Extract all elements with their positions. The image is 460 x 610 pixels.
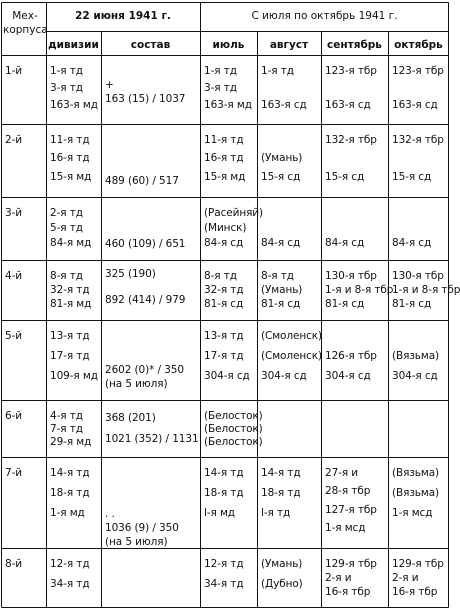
cell-august: 14-я тд — [261, 467, 301, 479]
cell-july: 13-я тд — [204, 330, 244, 342]
cell-july: (Белосток) — [204, 436, 263, 448]
cell-august: l-я тд — [261, 507, 291, 519]
cell-october: (Вязьма) — [392, 467, 440, 479]
cell-divisions: 1-я мд — [50, 507, 85, 519]
cell-september: 81-я сд — [325, 298, 365, 310]
cell-composition: 489 (60) / 517 — [105, 175, 179, 187]
cell-september: 27-я и — [325, 467, 359, 479]
cell-july: 17-я тд — [204, 350, 244, 362]
cell-september: 163-я сд — [325, 99, 371, 111]
cell-divisions: 84-я мд — [50, 237, 92, 249]
cell-divisions: 18-я тд — [50, 487, 90, 499]
cell-august: (Умань) — [261, 558, 303, 570]
column-header: сентябрь — [327, 39, 382, 51]
cell-september: 127-я тбр — [325, 503, 377, 516]
cell-august: 163-я сд — [261, 99, 307, 111]
corps-number: 2-й — [5, 134, 22, 146]
header-corps: Мех- — [12, 10, 38, 22]
cell-divisions: 12-я тд — [50, 558, 90, 570]
cell-july: 84-я сд — [204, 237, 244, 249]
cell-composition: . . — [105, 508, 115, 520]
corps-number: 5-й — [5, 330, 22, 342]
cell-july: 12-я тд — [204, 558, 244, 570]
cell-august: 304-я сд — [261, 370, 307, 382]
column-header: дивизии — [48, 39, 99, 51]
cell-october: 16-я тбр — [392, 586, 438, 598]
cell-composition: (на 5 июля) — [105, 536, 168, 548]
cell-july: 15-я мд — [204, 170, 246, 183]
column-header: состав — [130, 39, 171, 51]
cell-september: 84-я сд — [325, 237, 365, 249]
cell-august: 81-я сд — [261, 298, 301, 310]
header-corps: корпуса — [3, 24, 48, 36]
cell-august: (Смоленск) — [261, 350, 323, 362]
cell-divisions: 1-я тд — [50, 65, 83, 77]
corps-number: 7-й — [5, 467, 22, 479]
cell-july: 11-я тд — [204, 134, 244, 146]
cell-divisions: 11-я тд — [50, 134, 90, 146]
cell-july: 81-я сд — [204, 298, 244, 310]
cell-divisions: 109-я мд — [50, 370, 98, 382]
cell-composition: 460 (109) / 651 — [105, 238, 186, 250]
cell-july: 3-я тд — [204, 82, 237, 94]
cell-composition: 2602 (0)* / 350 — [105, 364, 184, 376]
cell-divisions: 14-я тд — [50, 467, 90, 479]
cell-divisions: 81-я мд — [50, 298, 92, 310]
cell-october: 81-я сд — [392, 298, 432, 310]
cell-october: 163-я сд — [392, 99, 438, 111]
cell-divisions: 7-я тд — [50, 423, 83, 435]
cell-october: 2-я и — [392, 572, 419, 584]
cell-august: 8-я тд — [261, 270, 294, 282]
cell-divisions: 16-я тд — [50, 152, 90, 165]
cell-october: 84-я сд — [392, 237, 432, 249]
cell-october: 304-я сд — [392, 370, 438, 382]
corps-number: 3-й — [5, 207, 22, 219]
cell-july: 14-я тд — [204, 467, 244, 479]
cell-divisions: 4-я тд — [50, 410, 83, 422]
cell-july: 163-я мд — [204, 99, 252, 111]
cell-august: (Дубно) — [261, 578, 303, 590]
cell-composition: 368 (201) — [105, 412, 156, 424]
corps-number: 8-й — [5, 558, 22, 570]
cell-september: 1-я и 8-я тбр — [325, 284, 394, 296]
cell-august: 84-я сд — [261, 237, 301, 249]
cell-september: 129-я тбр — [325, 558, 377, 570]
cell-july: 18-я тд — [204, 487, 244, 499]
cell-september: 123-я тбр — [325, 65, 377, 77]
corps-number: 1-й — [5, 65, 22, 77]
cell-july: (Белосток) — [204, 410, 263, 422]
cell-divisions: 34-я тд — [50, 578, 90, 590]
cell-divisions: 5-я тд — [50, 222, 83, 234]
cell-divisions: 13-я тд — [50, 330, 90, 342]
cell-october: (Вязьма) — [392, 487, 440, 499]
cell-september: 126-я тбр — [325, 350, 377, 362]
cell-september: 2-я и — [325, 572, 352, 584]
cell-july: 32-я тд — [204, 284, 244, 296]
cell-july: (Белосток) — [204, 423, 263, 435]
cell-divisions: 2-я тд — [50, 207, 83, 219]
cell-july: (Расейняй) — [204, 207, 264, 219]
cell-september: 132-я тбр — [325, 134, 377, 146]
cell-composition: (на 5 июля) — [105, 378, 168, 390]
cell-divisions: 15-я мд — [50, 170, 92, 183]
column-header: октябрь — [394, 39, 443, 51]
header-period-june: 22 июня 1941 г. — [75, 10, 171, 22]
cell-august: 1-я тд — [261, 65, 294, 77]
cell-august: (Умань) — [261, 284, 303, 296]
cell-july: 8-я тд — [204, 270, 237, 282]
cell-july: l-я мд — [204, 507, 235, 519]
cell-divisions: 17-я тд — [50, 350, 90, 362]
cell-july: 34-я тд — [204, 578, 244, 590]
cell-divisions: 29-я мд — [50, 436, 92, 448]
cell-composition: 1036 (9) / 350 — [105, 522, 179, 534]
cell-divisions: 8-я тд — [50, 270, 83, 282]
cell-october: 1-я и 8-я тбр — [392, 284, 460, 296]
cell-october: (Вязьма) — [392, 350, 440, 362]
cell-october: 129-я тбр — [392, 558, 444, 570]
cell-composition: 325 (190) — [105, 268, 156, 280]
cell-october: 15-я сд — [392, 170, 432, 183]
cell-august: 15-я сд — [261, 170, 301, 183]
cell-october: 132-я тбр — [392, 134, 444, 146]
cell-august: 18-я тд — [261, 487, 301, 499]
cell-october: 130-я тбр — [392, 270, 444, 282]
column-header: август — [269, 39, 309, 51]
cell-september: 130-я тбр — [325, 270, 377, 282]
cell-august: (Смоленск) — [261, 330, 323, 342]
cell-composition: 1021 (352) / 1131 — [105, 433, 199, 445]
cell-july: (Минск) — [204, 222, 247, 234]
cell-september: 28-я тбр — [325, 485, 371, 498]
cell-composition: 163 (15) / 1037 — [105, 93, 186, 105]
cell-october: 123-я тбр — [392, 65, 444, 77]
cell-september: 1-я мсд — [325, 521, 366, 534]
cell-divisions: 32-я тд — [50, 284, 90, 296]
cell-composition: 892 (414) / 979 — [105, 294, 186, 306]
cell-september: 304-я сд — [325, 370, 371, 382]
corps-number: 6-й — [5, 410, 22, 422]
cell-october: 1-я мсд — [392, 507, 433, 519]
header-period-july-october: С июля по октябрь 1941 г. — [251, 10, 398, 22]
cell-divisions: 163-я мд — [50, 99, 98, 111]
cell-july: 16-я тд — [204, 152, 244, 165]
cell-divisions: 3-я тд — [50, 82, 83, 94]
cell-composition: + — [105, 79, 114, 91]
corps-number: 4-й — [5, 270, 22, 282]
cell-august: (Умань) — [261, 152, 303, 165]
cell-july: 1-я тд — [204, 65, 237, 77]
cell-september: 16-я тбр — [325, 586, 371, 598]
column-header: июль — [212, 39, 245, 51]
cell-september: 15-я сд — [325, 170, 365, 183]
cell-july: 304-я сд — [204, 370, 250, 382]
